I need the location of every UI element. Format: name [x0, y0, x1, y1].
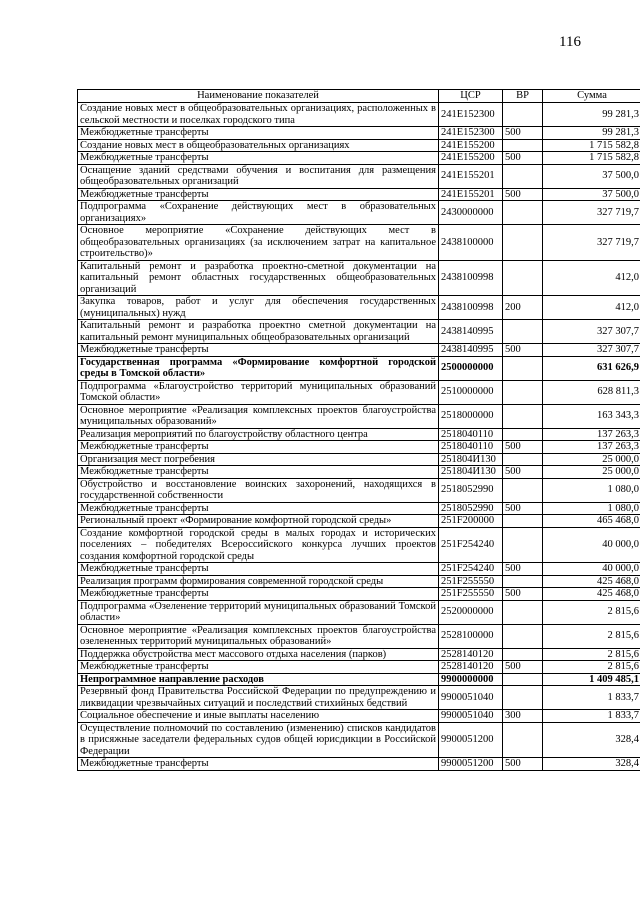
cell-vr [503, 380, 543, 404]
cell-csr: 251804И130 [439, 466, 503, 479]
cell-sum: 1 833,7 [543, 686, 640, 710]
cell-csr: 2438140995 [439, 320, 503, 344]
cell-vr [503, 600, 543, 624]
cell-name: Межбюджетные трансферты [78, 758, 439, 771]
cell-vr: 500 [503, 344, 543, 357]
table-body [78, 103, 640, 771]
table-row [78, 225, 640, 261]
cell-sum: 1 080,0 [543, 478, 640, 502]
cell-name: Создание комфортной городской среды в малых городах и исторических поселениях – победителях Всероссийского конкурса лучших проектов создания комфортной городской среды [78, 527, 439, 563]
cell-name: Государственная программа «Формирование комфортной городской среды в Томской области» [78, 356, 439, 380]
page-number: 116 [559, 34, 581, 50]
cell-vr: 500 [503, 441, 543, 454]
table-row [78, 624, 640, 648]
table-row [78, 296, 640, 320]
cell-sum: 25 000,0 [543, 453, 640, 466]
cell-vr [503, 356, 543, 380]
table-row [78, 164, 640, 188]
table-row [78, 441, 640, 454]
cell-vr: 500 [503, 588, 543, 601]
cell-csr: 9900051040 [439, 686, 503, 710]
cell-vr [503, 453, 543, 466]
cell-vr: 500 [503, 563, 543, 576]
cell-sum: 1 409 485,1 [543, 673, 640, 686]
cell-name: Создание новых мест в общеобразовательных организациях [78, 139, 439, 152]
cell-csr: 2438100998 [439, 296, 503, 320]
table-row [78, 686, 640, 710]
cell-name: Межбюджетные трансферты [78, 344, 439, 357]
cell-csr: 2518052990 [439, 502, 503, 515]
cell-csr: 251F255550 [439, 588, 503, 601]
table-row [78, 722, 640, 758]
cell-name: Закупка товаров, работ и услуг для обеспечения государственных (муниципальных) нужд [78, 296, 439, 320]
cell-sum: 2 815,6 [543, 624, 640, 648]
cell-csr: 241E155200 [439, 152, 503, 165]
cell-csr: 2438100000 [439, 225, 503, 261]
cell-sum: 327 307,7 [543, 320, 640, 344]
cell-vr [503, 260, 543, 296]
cell-sum: 327 307,7 [543, 344, 640, 357]
cell-vr: 500 [503, 188, 543, 201]
table-row [78, 103, 640, 127]
cell-vr [503, 103, 543, 127]
cell-name: Основное мероприятие «Реализация комплексных проектов благоустройства озелененных территорий муниципальных образований» [78, 624, 439, 648]
cell-csr: 9900051040 [439, 710, 503, 723]
table-row [78, 428, 640, 441]
cell-vr: 500 [503, 466, 543, 479]
table-row [78, 648, 640, 661]
cell-vr [503, 201, 543, 225]
cell-vr: 500 [503, 502, 543, 515]
table-row [78, 661, 640, 674]
cell-name: Организация мест погребения [78, 453, 439, 466]
cell-name: Реализация мероприятий по благоустройству областного центра [78, 428, 439, 441]
table-row [78, 188, 640, 201]
cell-vr: 500 [503, 758, 543, 771]
cell-sum: 2 815,6 [543, 648, 640, 661]
cell-vr [503, 624, 543, 648]
cell-csr: 9900051200 [439, 722, 503, 758]
cell-name: Региональный проект «Формирование комфортной городской среды» [78, 515, 439, 528]
cell-sum: 327 719,7 [543, 201, 640, 225]
cell-csr: 251F254240 [439, 527, 503, 563]
table-row [78, 575, 640, 588]
table-row [78, 404, 640, 428]
cell-csr: 9900000000 [439, 673, 503, 686]
cell-name: Межбюджетные трансферты [78, 502, 439, 515]
cell-csr: 251804И130 [439, 453, 503, 466]
cell-vr: 500 [503, 127, 543, 140]
cell-name: Резервный фонд Правительства Российской Федерации по предупреждению и ликвидации чрезвычайных ситуаций и последствий стихийных бедствий [78, 686, 439, 710]
header-name: Наименование показателей [78, 90, 439, 103]
cell-name: Осуществление полномочий по составлению (изменению) списков кандидатов в присяжные заседатели федеральных судов общей юрисдикции в Российской Федерации [78, 722, 439, 758]
cell-name: Межбюджетные трансферты [78, 127, 439, 140]
cell-csr: 2520000000 [439, 600, 503, 624]
cell-csr: 251F200000 [439, 515, 503, 528]
table-row [78, 515, 640, 528]
header-vr: ВР [503, 90, 543, 103]
table-row [78, 139, 640, 152]
cell-vr [503, 225, 543, 261]
cell-vr [503, 320, 543, 344]
table-row [78, 710, 640, 723]
cell-name: Поддержка обустройства мест массового отдыха населения (парков) [78, 648, 439, 661]
cell-vr [503, 139, 543, 152]
cell-sum: 465 468,0 [543, 515, 640, 528]
cell-vr: 200 [503, 296, 543, 320]
header-sum: Сумма [543, 90, 640, 103]
cell-vr [503, 575, 543, 588]
cell-csr: 241E155201 [439, 164, 503, 188]
cell-sum: 37 500,0 [543, 164, 640, 188]
cell-vr [503, 404, 543, 428]
cell-sum: 37 500,0 [543, 188, 640, 201]
cell-sum: 137 263,3 [543, 428, 640, 441]
cell-csr: 251F254240 [439, 563, 503, 576]
cell-vr: 500 [503, 661, 543, 674]
cell-sum: 328,4 [543, 722, 640, 758]
cell-csr: 2518000000 [439, 404, 503, 428]
cell-sum: 1 080,0 [543, 502, 640, 515]
cell-csr: 2528140120 [439, 661, 503, 674]
table-row [78, 563, 640, 576]
table-row [78, 758, 640, 771]
cell-sum: 137 263,3 [543, 441, 640, 454]
cell-vr [503, 515, 543, 528]
cell-name: Реализация программ формирования современной городской среды [78, 575, 439, 588]
cell-name: Основное мероприятие «Реализация комплексных проектов благоустройства муниципальных образований» [78, 404, 439, 428]
cell-csr: 241E152300 [439, 103, 503, 127]
cell-sum: 99 281,3 [543, 127, 640, 140]
table-row [78, 201, 640, 225]
cell-csr: 241E155200 [439, 139, 503, 152]
table-header-row [78, 90, 640, 103]
cell-sum: 2 815,6 [543, 661, 640, 674]
cell-name: Основное мероприятие «Сохранение действующих мест в общеобразовательных организациях (за исключением затрат на капитальное строительство)» [78, 225, 439, 261]
cell-name: Создание новых мест в общеобразовательных организациях, расположенных в сельской местности и поселках городского типа [78, 103, 439, 127]
cell-sum: 412,0 [543, 296, 640, 320]
cell-vr [503, 527, 543, 563]
table-row [78, 260, 640, 296]
cell-name: Капитальный ремонт и разработка проектно-сметной документации на капитальный ремонт областных государственных общеобразовательных организаций [78, 260, 439, 296]
cell-sum: 628 811,3 [543, 380, 640, 404]
cell-name: Оснащение зданий средствами обучения и воспитания для размещения общеобразовательных организаций [78, 164, 439, 188]
cell-vr [503, 686, 543, 710]
cell-sum: 163 343,3 [543, 404, 640, 428]
cell-sum: 40 000,0 [543, 563, 640, 576]
cell-vr [503, 673, 543, 686]
cell-vr: 500 [503, 152, 543, 165]
cell-vr: 300 [503, 710, 543, 723]
cell-name: Межбюджетные трансферты [78, 661, 439, 674]
cell-name: Социальное обеспечение и иные выплаты населению [78, 710, 439, 723]
cell-csr: 2438140995 [439, 344, 503, 357]
cell-sum: 1 715 582,8 [543, 152, 640, 165]
cell-csr: 2518040110 [439, 428, 503, 441]
cell-csr: 2510000000 [439, 380, 503, 404]
cell-sum: 327 719,7 [543, 225, 640, 261]
table-row [78, 380, 640, 404]
cell-csr: 2430000000 [439, 201, 503, 225]
cell-name: Межбюджетные трансферты [78, 466, 439, 479]
cell-name: Межбюджетные трансферты [78, 563, 439, 576]
cell-sum: 631 626,9 [543, 356, 640, 380]
cell-sum: 99 281,3 [543, 103, 640, 127]
cell-csr: 241E152300 [439, 127, 503, 140]
cell-vr [503, 648, 543, 661]
cell-name: Подпрограмма «Озеленение территорий муниципальных образований Томской области» [78, 600, 439, 624]
header-csr: ЦСР [439, 90, 503, 103]
cell-csr: 2500000000 [439, 356, 503, 380]
cell-sum: 412,0 [543, 260, 640, 296]
cell-csr: 2518040110 [439, 441, 503, 454]
table-row [78, 320, 640, 344]
cell-name: Подпрограмма «Благоустройство территорий муниципальных образований Томской области» [78, 380, 439, 404]
cell-sum: 425 468,0 [543, 575, 640, 588]
table-row [78, 453, 640, 466]
cell-name: Межбюджетные трансферты [78, 188, 439, 201]
cell-name: Межбюджетные трансферты [78, 588, 439, 601]
cell-name: Подпрограмма «Сохранение действующих мест в образовательных организациях» [78, 201, 439, 225]
budget-table [77, 89, 640, 771]
cell-sum: 328,4 [543, 758, 640, 771]
table-row [78, 502, 640, 515]
table-row [78, 588, 640, 601]
cell-name: Межбюджетные трансферты [78, 441, 439, 454]
table-row [78, 527, 640, 563]
cell-vr [503, 478, 543, 502]
cell-vr [503, 164, 543, 188]
cell-vr [503, 428, 543, 441]
cell-csr: 2438100998 [439, 260, 503, 296]
table-row [78, 152, 640, 165]
table-row [78, 466, 640, 479]
cell-csr: 2528100000 [439, 624, 503, 648]
cell-sum: 40 000,0 [543, 527, 640, 563]
table-row [78, 478, 640, 502]
cell-csr: 251F255550 [439, 575, 503, 588]
table-row [78, 600, 640, 624]
cell-sum: 1 833,7 [543, 710, 640, 723]
table-row [78, 127, 640, 140]
table-row [78, 344, 640, 357]
table-row [78, 673, 640, 686]
cell-sum: 2 815,6 [543, 600, 640, 624]
cell-name: Межбюджетные трансферты [78, 152, 439, 165]
cell-csr: 2528140120 [439, 648, 503, 661]
cell-vr [503, 722, 543, 758]
cell-name: Непрограммное направление расходов [78, 673, 439, 686]
cell-csr: 9900051200 [439, 758, 503, 771]
cell-name: Обустройство и восстановление воинских захоронений, находящихся в государственной собственности [78, 478, 439, 502]
cell-sum: 1 715 582,8 [543, 139, 640, 152]
cell-csr: 2518052990 [439, 478, 503, 502]
cell-sum: 425 468,0 [543, 588, 640, 601]
cell-csr: 241E155201 [439, 188, 503, 201]
cell-sum: 25 000,0 [543, 466, 640, 479]
table-row [78, 356, 640, 380]
cell-name: Капитальный ремонт и разработка проектно сметной документации на капитальный ремонт муниципальных общеобразовательных организаций [78, 320, 439, 344]
